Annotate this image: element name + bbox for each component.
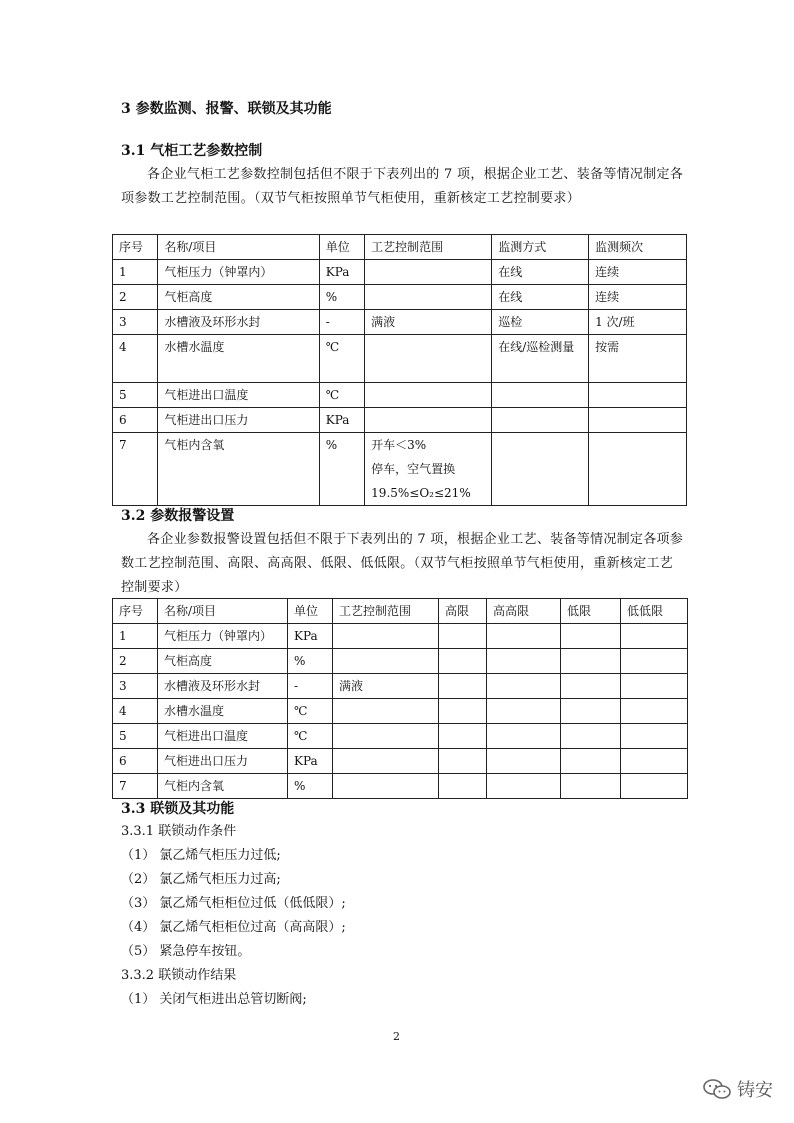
table-row (113, 335, 687, 383)
table-cell: KPa (288, 749, 333, 774)
table-cell: 气柜高度 (158, 649, 288, 674)
table-cell: 5 (113, 383, 158, 408)
section-3-2-intro-text: 各企业参数报警设置包括但不限于下表列出的 7 项，根据企业工艺、装备等情况制定各项参数工艺控制范围、高限、高高限、低限、低低限。（双节气柜按照单节气柜使用，重新核定工艺控制要求） (121, 532, 684, 595)
table-row (113, 724, 688, 749)
t2-header-cell: 低限 (561, 599, 621, 624)
table-cell (492, 383, 589, 408)
table-cell: 2 (113, 285, 158, 310)
table-row (113, 699, 688, 724)
section-3-3-1-title: 3.3.1 联锁动作条件 (121, 824, 237, 839)
section-3-title: 3 参数监测、报警、联锁及其功能 (121, 101, 332, 117)
table-cell (487, 649, 561, 674)
table-cell (439, 649, 487, 674)
table-cell: KPa (319, 408, 364, 433)
t2-header-cell: 工艺控制范围 (333, 599, 439, 624)
alarm-settings-table (112, 598, 688, 799)
table-cell (365, 260, 492, 285)
table-cell (621, 624, 688, 649)
t1-header-cell: 监测频次 (589, 235, 687, 260)
table-cell (333, 774, 439, 799)
table-cell: 在线 (492, 285, 589, 310)
table-cell: 气柜压力（钟罩内） (158, 624, 288, 649)
table-cell: 3 (113, 310, 158, 335)
table-cell (589, 408, 687, 433)
table-cell: 在线 (492, 260, 589, 285)
t1-header-cell: 监测方式 (492, 235, 589, 260)
section-3-2-title: 3.2 参数报警设置 (121, 508, 235, 524)
table-cell (487, 674, 561, 699)
table-cell: 1 (113, 624, 158, 649)
table-cell (487, 699, 561, 724)
table-cell (589, 383, 687, 408)
table-cell: 3 (113, 674, 158, 699)
table-cell: 连续 (589, 285, 687, 310)
table-cell: 1 (113, 260, 158, 285)
table-row (113, 383, 687, 408)
section-3-1-intro-text: 各企业气柜工艺参数控制包括但不限于下表列出的 7 项，根据企业工艺、装备等情况制定各项参数工艺控制范围。（双节气柜按照单节气柜使用，重新核定工艺控制要求） (121, 167, 684, 206)
table-cell (333, 649, 439, 674)
table-cell (561, 699, 621, 724)
table-cell: 7 (113, 433, 158, 506)
section-3-1-intro (121, 163, 686, 211)
table-cell: % (288, 774, 333, 799)
table-cell: KPa (319, 260, 364, 285)
process-control-table (112, 234, 687, 506)
table-cell: 6 (113, 408, 158, 433)
table-cell: 气柜进出口温度 (158, 383, 319, 408)
table-cell (561, 624, 621, 649)
section-3-3-title: 3.3 联锁及其功能 (121, 801, 235, 817)
table-cell (333, 749, 439, 774)
table-cell (561, 724, 621, 749)
table-cell: 满液 (333, 674, 439, 699)
table-cell: ℃ (319, 383, 364, 408)
table-cell (487, 749, 561, 774)
table-cell: 按需 (589, 335, 687, 383)
table-cell: 气柜内含氧 (158, 433, 319, 506)
table-cell (621, 724, 688, 749)
table-cell (333, 699, 439, 724)
table-cell (621, 774, 688, 799)
table-cell (487, 724, 561, 749)
table-cell (621, 699, 688, 724)
table-cell (487, 774, 561, 799)
table-cell: % (288, 649, 333, 674)
table-cell: - (319, 310, 364, 335)
table-cell: 满液 (365, 310, 492, 335)
watermark-text: 铸安 (737, 1080, 773, 1101)
table-row (113, 285, 687, 310)
table-row (113, 674, 688, 699)
t1-header-cell: 名称/项目 (158, 235, 319, 260)
list-item: （2） 氯乙烯气柜压力过高; (121, 872, 281, 887)
table-cell (333, 624, 439, 649)
table-cell: 气柜高度 (158, 285, 319, 310)
table-cell (439, 774, 487, 799)
t2-header-cell: 序号 (113, 599, 158, 624)
watermark (702, 1076, 773, 1102)
table-cell: ℃ (288, 724, 333, 749)
t2-header-row (113, 599, 688, 624)
section-3-1-title: 3.1 气柜工艺参数控制 (121, 143, 263, 159)
table-cell (439, 674, 487, 699)
table-row (113, 310, 687, 335)
table-cell (561, 774, 621, 799)
table-cell: 巡检 (492, 310, 589, 335)
table-cell (439, 624, 487, 649)
table-cell: 气柜压力（钟罩内） (158, 260, 319, 285)
table-cell: 水槽液及环形水封 (158, 310, 319, 335)
table-row (113, 260, 687, 285)
table-cell (561, 749, 621, 774)
table-cell: ℃ (319, 335, 364, 383)
table-cell: 气柜内含氧 (158, 774, 288, 799)
list-item: （1） 关闭气柜进出总管切断阀; (121, 992, 307, 1007)
table-row (113, 749, 688, 774)
t2-header-cell: 高限 (439, 599, 487, 624)
table-cell: 6 (113, 749, 158, 774)
list-item: （3） 氯乙烯气柜柜位过低（低低限）; (121, 896, 346, 911)
table-row (113, 649, 688, 674)
table-cell: 气柜进出口温度 (158, 724, 288, 749)
table-cell (365, 285, 492, 310)
table-cell: 2 (113, 649, 158, 674)
t1-header-cell: 工艺控制范围 (365, 235, 492, 260)
list-item: （5） 紧急停车按钮。 (121, 944, 251, 959)
t1-header-cell: 单位 (319, 235, 364, 260)
table-cell: % (319, 285, 364, 310)
table-cell: % (319, 433, 364, 506)
table-cell (365, 335, 492, 383)
table-cell (621, 649, 688, 674)
table-cell: 7 (113, 774, 158, 799)
table-cell (365, 408, 492, 433)
section-3-2-intro (121, 528, 686, 600)
table-cell (487, 624, 561, 649)
t1-header-row (113, 235, 687, 260)
table-cell (439, 699, 487, 724)
table-row (113, 774, 688, 799)
table-cell: 开车＜3% 停车，空气置换 19.5%≤O₂≤21% (365, 433, 492, 506)
t2-header-cell: 高高限 (487, 599, 561, 624)
table-cell (439, 749, 487, 774)
t2-header-cell: 名称/项目 (158, 599, 288, 624)
table-cell: 气柜进出口压力 (158, 749, 288, 774)
table-cell (492, 408, 589, 433)
wechat-icon (702, 1078, 732, 1100)
table-cell: 水槽液及环形水封 (158, 674, 288, 699)
page-number: 2 (393, 1030, 400, 1043)
table-row (113, 433, 687, 506)
table-cell (561, 649, 621, 674)
table-cell: 连续 (589, 260, 687, 285)
table-cell: 在线/巡检测量 (492, 335, 589, 383)
list-item: （4） 氯乙烯气柜柜位过高（高高限）; (121, 920, 346, 935)
t2-header-cell: 单位 (288, 599, 333, 624)
table-cell (561, 674, 621, 699)
t2-header-cell: 低低限 (621, 599, 688, 624)
table-cell: 5 (113, 724, 158, 749)
table-cell: 4 (113, 335, 158, 383)
table-cell (589, 433, 687, 506)
table-row (113, 624, 688, 649)
table-cell (492, 433, 589, 506)
table-cell: 气柜进出口压力 (158, 408, 319, 433)
table-cell (333, 724, 439, 749)
section-3-3-2-title: 3.3.2 联锁动作结果 (121, 968, 237, 983)
table-cell (621, 674, 688, 699)
t1-header-cell: 序号 (113, 235, 158, 260)
table-cell (439, 724, 487, 749)
table-cell (621, 749, 688, 774)
list-item: （1） 氯乙烯气柜压力过低; (121, 848, 281, 863)
table-cell (365, 383, 492, 408)
table-row (113, 408, 687, 433)
table-cell: - (288, 674, 333, 699)
table-cell: 水槽水温度 (158, 699, 288, 724)
table-cell: ℃ (288, 699, 333, 724)
table-cell: 水槽水温度 (158, 335, 319, 383)
table-cell: 4 (113, 699, 158, 724)
table-cell: KPa (288, 624, 333, 649)
table-cell: 1 次/班 (589, 310, 687, 335)
